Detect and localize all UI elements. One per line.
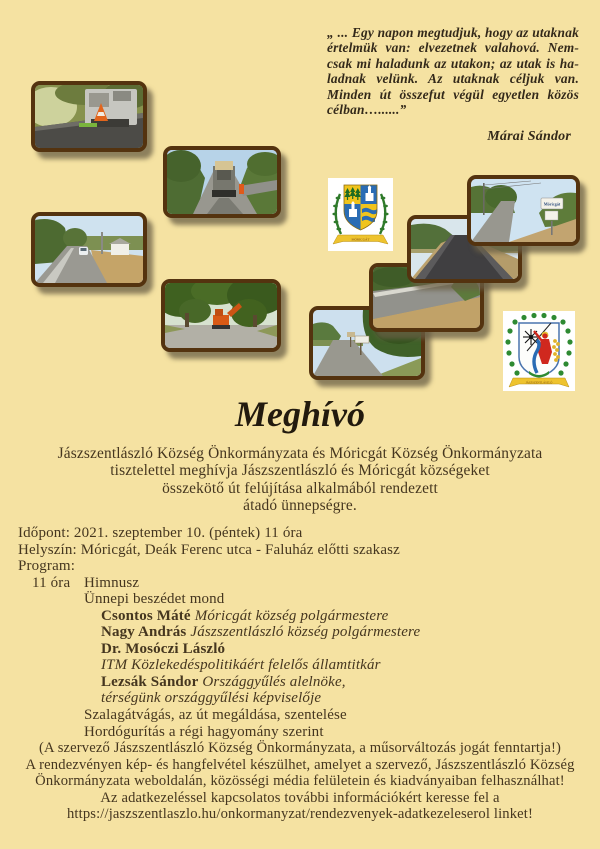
speaker-role: Móricgát község polgármestere bbox=[194, 607, 389, 624]
jaszszentlaszlo-banner-text: JÁSZSZENTLÁSZLÓ bbox=[525, 380, 553, 385]
intro-line: összekötő út felújítása alkalmából rendezett bbox=[162, 479, 438, 497]
road-machine-image bbox=[167, 150, 277, 214]
program-row bbox=[18, 707, 590, 724]
quote-line: Minden út összefut végül egyetlen közös bbox=[327, 86, 579, 102]
moricgat-banner-text: MÓRICGÁT bbox=[351, 237, 370, 242]
program-item: Szalagátvágás, az út megáldása, szentelése bbox=[84, 707, 347, 724]
paving-machine-image bbox=[35, 85, 143, 148]
program-row bbox=[18, 674, 590, 691]
speaker-role: Országgyűlés alelnöke, bbox=[202, 673, 346, 690]
moricgat-coat-of-arms-icon bbox=[328, 178, 393, 251]
jaszszentlaszlo-coat-of-arms bbox=[503, 311, 575, 391]
quote-line: értelmük van: elvezetnek valahová. Nem- bbox=[327, 40, 579, 56]
speaker-name: Dr. Mosóczi László bbox=[101, 640, 226, 657]
program-item: Himnusz bbox=[84, 574, 140, 591]
speaker-role: Jászszentlászló község polgármestere bbox=[190, 624, 421, 641]
intro-line: Jászszentlászló Község Önkormányzata és Móricgát Község Önkormányzata bbox=[57, 445, 543, 462]
footer-line: Az adatkezeléssel kapcsolatos további információkért keresse fel a bbox=[100, 789, 500, 806]
program-label: Program: bbox=[18, 558, 76, 575]
speaker-role: térségünk országgyűlési képviselője bbox=[101, 690, 322, 707]
moricgat-coat-of-arms bbox=[328, 178, 393, 251]
program-row bbox=[18, 575, 590, 592]
legal-footer bbox=[0, 740, 600, 823]
photo-road-machine bbox=[163, 146, 281, 218]
program-row bbox=[18, 624, 590, 641]
speaker-role: ITM Közlekedéspolitikáért felelős államtitkár bbox=[101, 657, 381, 674]
quote-block bbox=[327, 25, 579, 145]
event-details bbox=[18, 525, 590, 740]
speaker-name: Csontos Máté bbox=[101, 607, 191, 624]
program-row bbox=[18, 608, 590, 625]
program-item: Ünnepi beszédet mond bbox=[84, 591, 225, 608]
footer-line: (A szervező Jászszentlászló Község Önkormányzata, a műsorváltozás jogát fenntartja!) bbox=[39, 740, 561, 756]
program-row bbox=[18, 724, 590, 741]
quote-line: célban…......” bbox=[327, 102, 407, 118]
program-row bbox=[18, 591, 590, 608]
intro-line: tisztelettel meghívja Jászszentlászló és Móricgát községeket bbox=[110, 462, 490, 480]
program-row bbox=[18, 690, 590, 707]
intro-paragraph bbox=[0, 445, 600, 515]
page-title: Meghívó bbox=[235, 394, 365, 434]
quote-line: „ ... Egy napon megtudjuk, hogy az utaknak bbox=[327, 25, 579, 40]
road-with-car-image bbox=[35, 216, 143, 283]
village-sign-road-image bbox=[471, 179, 576, 242]
intro-line: átadó ünnepségre. bbox=[243, 497, 357, 515]
speaker-name: Lezsák Sándor bbox=[101, 673, 199, 690]
speaker-name: Nagy András bbox=[101, 624, 187, 641]
program-time: 11 óra bbox=[32, 574, 71, 591]
program-item: Hordógurítás a régi hagyomány szerint bbox=[84, 723, 324, 740]
excavator-road-image bbox=[165, 283, 277, 348]
jaszszentlaszlo-coat-of-arms-icon bbox=[503, 311, 575, 391]
footer-line: Önkormányzata weboldalán, közösségi média felületein és kiadványaiban felhasználhat! bbox=[35, 773, 565, 790]
quote-line: ladnak velünk. Az utaknak céljuk van. bbox=[327, 71, 579, 87]
privacy-url: https://jaszszentlaszlo.hu/onkormanyzat/rendezvenyek-adatkezeleserol linket! bbox=[66, 806, 534, 823]
program-row bbox=[18, 657, 590, 674]
event-date: Időpont: 2021. szeptember 10. (péntek) 11 óra bbox=[18, 525, 303, 541]
photo-village-sign-road bbox=[467, 175, 580, 246]
village-sign-text: Móricgát bbox=[543, 201, 561, 207]
photo-excavator-road bbox=[161, 279, 281, 352]
photo-paving-machine bbox=[31, 81, 147, 152]
quote-author: Márai Sándor bbox=[487, 129, 571, 145]
photo-road-with-car bbox=[31, 212, 147, 287]
event-location: Helyszín: Móricgát, Deák Ferenc utca - Faluház előtti szakasz bbox=[18, 541, 400, 558]
quote-line: csak mi haladunk az utakon; az utak is ha- bbox=[327, 55, 579, 71]
program-row bbox=[18, 641, 590, 658]
footer-line: A rendezvényen kép- és hangfelvétel készülhet, amelyet a szervező, Jászszentlászló Község bbox=[25, 756, 575, 773]
